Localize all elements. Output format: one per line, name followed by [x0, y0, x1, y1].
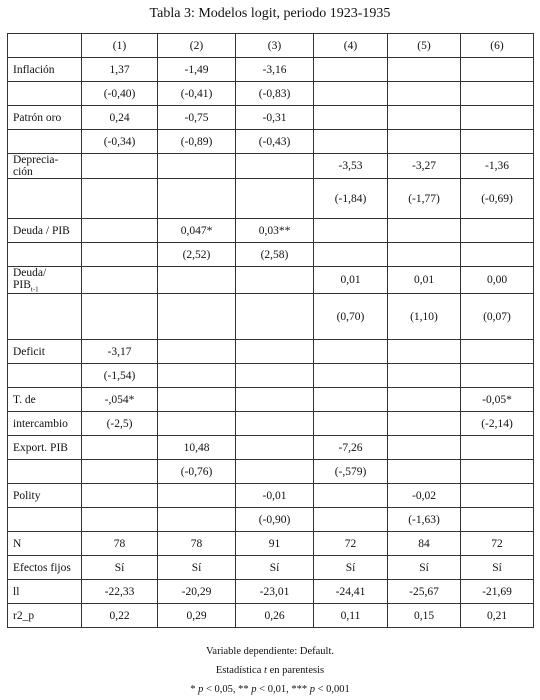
table-cell: 0,21	[461, 604, 534, 628]
table-cell	[314, 82, 388, 106]
table-cell	[236, 436, 314, 460]
row-label	[8, 388, 82, 412]
table-cell: (-0,89)	[158, 130, 236, 154]
row-label-text-line2-main: ción	[13, 166, 33, 178]
table-cell	[388, 243, 461, 267]
table-cell: 0,01	[314, 267, 388, 294]
table-cell: 0,24	[82, 106, 158, 130]
table-cell	[461, 58, 534, 82]
table-cell	[82, 154, 158, 179]
table-cell: -3,27	[388, 154, 461, 179]
row-label-text: Efectos fijos	[13, 561, 71, 574]
table-cell: -3,17	[82, 340, 158, 364]
table-cell	[236, 412, 314, 436]
table-cell: Sí	[236, 556, 314, 580]
row-label-text: intercambio	[13, 417, 68, 430]
table-cell	[236, 340, 314, 364]
row-label-text-line2-main: PIB	[13, 279, 31, 291]
table-row	[8, 532, 534, 556]
table-cell: (-0,76)	[158, 460, 236, 484]
table-cell	[158, 154, 236, 179]
table-cell: Sí	[461, 556, 534, 580]
table-cell	[158, 179, 236, 219]
table-cell	[388, 436, 461, 460]
table-cell	[388, 364, 461, 388]
table-cell	[158, 484, 236, 508]
row-label	[8, 508, 82, 532]
table-cell: -23,01	[236, 580, 314, 604]
table-cell: -25,67	[388, 580, 461, 604]
row-label	[8, 436, 82, 460]
table-row	[8, 179, 534, 219]
table-cell: (0,70)	[314, 294, 388, 340]
table-cell: (1,10)	[388, 294, 461, 340]
table-cell: (-0,90)	[236, 508, 314, 532]
row-label	[8, 82, 82, 106]
table-cell	[236, 364, 314, 388]
table-cell	[82, 219, 158, 243]
table-cell: 1,37	[82, 58, 158, 82]
row-label-text: Polity	[13, 489, 41, 502]
table-cell	[82, 243, 158, 267]
table-row	[8, 388, 534, 412]
row-label-text: Export. PIB	[13, 441, 68, 454]
row-label	[8, 154, 82, 179]
table-cell: Sí	[314, 556, 388, 580]
column-header-4: (4)	[314, 34, 388, 58]
row-label	[8, 243, 82, 267]
row-label-text: Deuda/	[13, 267, 47, 279]
table-cell	[314, 243, 388, 267]
column-header-3: (3)	[236, 34, 314, 58]
table-cell	[236, 388, 314, 412]
table-row	[8, 219, 534, 243]
table-cell: 0,00	[461, 267, 534, 294]
table-cell	[388, 58, 461, 82]
table-cell	[82, 267, 158, 294]
row-label	[8, 532, 82, 556]
table-row	[8, 243, 534, 267]
table-cell: (-1,63)	[388, 508, 461, 532]
row-label-text: Deuda / PIB	[13, 224, 70, 237]
table-cell	[158, 364, 236, 388]
table-cell	[388, 388, 461, 412]
table-cell	[388, 412, 461, 436]
table-row	[8, 460, 534, 484]
table-row	[8, 556, 534, 580]
table-cell: 0,15	[388, 604, 461, 628]
row-label-text: ll	[13, 585, 20, 598]
column-header-5: (5)	[388, 34, 461, 58]
row-label	[8, 580, 82, 604]
table-cell	[158, 412, 236, 436]
row-label-text: Patrón oro	[13, 111, 62, 124]
table-cell	[461, 243, 534, 267]
table-cell	[82, 436, 158, 460]
table-cell: (-0,83)	[236, 82, 314, 106]
header-corner-cell	[8, 34, 82, 58]
table-cell: (-0,34)	[82, 130, 158, 154]
table-cell	[314, 484, 388, 508]
table-cell	[461, 484, 534, 508]
note-dependent-variable: Variable dependiente: Default.	[206, 646, 334, 657]
row-label	[8, 364, 82, 388]
table-cell	[461, 508, 534, 532]
table-cell: 72	[461, 532, 534, 556]
column-header-6: (6)	[461, 34, 534, 58]
table-row	[8, 267, 534, 294]
table-cell: -22,33	[82, 580, 158, 604]
row-label	[8, 294, 82, 340]
note-t-statistic: Estadística t en parentesis	[215, 665, 325, 676]
table-cell	[388, 340, 461, 364]
column-header-1: (1)	[82, 34, 158, 58]
row-label-text: T. de	[13, 393, 36, 406]
table-cell: -0,05*	[461, 388, 534, 412]
table-cell	[314, 106, 388, 130]
table-cell	[236, 179, 314, 219]
table-row	[8, 106, 534, 130]
table-cell	[236, 267, 314, 294]
table-cell	[461, 106, 534, 130]
row-label-text: N	[13, 537, 22, 550]
table-cell	[236, 294, 314, 340]
note-significance: * p < 0,05, ** p < 0,01, *** p < 0,001	[190, 684, 350, 695]
table-cell	[461, 460, 534, 484]
table-cell: -20,29	[158, 580, 236, 604]
table-cell: (-0,43)	[236, 130, 314, 154]
table-cell: (-2,5)	[82, 412, 158, 436]
table-cell	[82, 508, 158, 532]
table-cell: 78	[158, 532, 236, 556]
table-cell: 0,26	[236, 604, 314, 628]
table-row	[8, 484, 534, 508]
table-cell	[314, 219, 388, 243]
table-cell	[314, 130, 388, 154]
table-row	[8, 604, 534, 628]
table-cell	[461, 219, 534, 243]
table-cell: (-1,84)	[314, 179, 388, 219]
table-cell: -24,41	[314, 580, 388, 604]
table-row	[8, 508, 534, 532]
row-label-text: Deficit	[13, 345, 45, 358]
table-cell	[236, 460, 314, 484]
table-cell: (2,52)	[158, 243, 236, 267]
table-cell	[388, 82, 461, 106]
table-cell	[461, 82, 534, 106]
table-cell: Sí	[388, 556, 461, 580]
row-label	[8, 58, 82, 82]
table-row	[8, 340, 534, 364]
table-cell	[158, 508, 236, 532]
table-row	[8, 436, 534, 460]
table-cell	[461, 340, 534, 364]
table-cell	[158, 294, 236, 340]
table-cell: -0,31	[236, 106, 314, 130]
row-label	[8, 267, 82, 294]
row-label	[8, 484, 82, 508]
row-label	[8, 556, 82, 580]
table-row	[8, 58, 534, 82]
table-cell	[314, 388, 388, 412]
table-cell: (0,07)	[461, 294, 534, 340]
row-label-text: Inflación	[13, 63, 55, 76]
table-cell: -7,26	[314, 436, 388, 460]
table-cell	[82, 484, 158, 508]
row-label	[8, 179, 82, 219]
table-cell	[314, 508, 388, 532]
table-cell: 0,047*	[158, 219, 236, 243]
table-row	[8, 364, 534, 388]
table-cell: 0,29	[158, 604, 236, 628]
table-notes	[0, 642, 540, 699]
table-cell	[388, 106, 461, 130]
table-cell: -3,16	[236, 58, 314, 82]
table-row	[8, 154, 534, 179]
row-label	[8, 106, 82, 130]
table-cell: 0,22	[82, 604, 158, 628]
table-cell: (2,58)	[236, 243, 314, 267]
table-cell	[158, 267, 236, 294]
row-label-text: r2_p	[13, 609, 35, 622]
table-cell	[314, 58, 388, 82]
table-cell: 0,01	[388, 267, 461, 294]
table-cell	[314, 340, 388, 364]
table-cell	[461, 364, 534, 388]
table-cell: (-1,54)	[82, 364, 158, 388]
table-cell	[82, 460, 158, 484]
table-cell: (-2,14)	[461, 412, 534, 436]
table-cell: 0,03**	[236, 219, 314, 243]
table-cell: -3,53	[314, 154, 388, 179]
table-cell: (-1,77)	[388, 179, 461, 219]
row-label	[8, 460, 82, 484]
table-cell	[461, 436, 534, 460]
table-cell	[314, 412, 388, 436]
table-cell: 91	[236, 532, 314, 556]
row-label	[8, 604, 82, 628]
table-row	[8, 82, 534, 106]
table-cell: -0,75	[158, 106, 236, 130]
table-cell	[158, 340, 236, 364]
regression-table-body	[8, 34, 534, 628]
table-cell: 84	[388, 532, 461, 556]
table-cell: (-0,69)	[461, 179, 534, 219]
row-label-text-line2	[13, 166, 77, 178]
regression-table	[7, 33, 534, 628]
row-label	[8, 340, 82, 364]
table-cell: 72	[314, 532, 388, 556]
table-cell: 10,48	[158, 436, 236, 460]
table-cell	[158, 388, 236, 412]
table-cell: -0,02	[388, 484, 461, 508]
table-cell: -1,36	[461, 154, 534, 179]
row-label-subscript: t-1	[30, 285, 39, 294]
table-cell: 78	[82, 532, 158, 556]
table-cell	[236, 154, 314, 179]
table-row	[8, 412, 534, 436]
row-label	[8, 130, 82, 154]
table-cell: -21,69	[461, 580, 534, 604]
row-label	[8, 219, 82, 243]
table-cell: -,054*	[82, 388, 158, 412]
table-cell: Sí	[158, 556, 236, 580]
table-title: Tabla 3: Modelos logit, periodo 1923-1935	[149, 6, 391, 21]
table-cell: -0,01	[236, 484, 314, 508]
table-cell	[314, 364, 388, 388]
table-row	[8, 130, 534, 154]
row-label	[8, 412, 82, 436]
table-cell: (-0,40)	[82, 82, 158, 106]
column-header-2: (2)	[158, 34, 236, 58]
table-cell	[82, 179, 158, 219]
table-cell: -1,49	[158, 58, 236, 82]
table-cell: Sí	[82, 556, 158, 580]
header-row	[8, 34, 534, 58]
table-cell	[388, 130, 461, 154]
table-row	[8, 580, 534, 604]
row-label-text: Deprecia-	[13, 154, 59, 166]
table-cell	[388, 219, 461, 243]
table-cell	[82, 294, 158, 340]
table-cell: 0,11	[314, 604, 388, 628]
row-label-text-line2	[13, 279, 77, 293]
table-cell	[461, 130, 534, 154]
table-row	[8, 294, 534, 340]
table-cell: (-,579)	[314, 460, 388, 484]
table-cell	[388, 460, 461, 484]
table-cell: (-0,41)	[158, 82, 236, 106]
